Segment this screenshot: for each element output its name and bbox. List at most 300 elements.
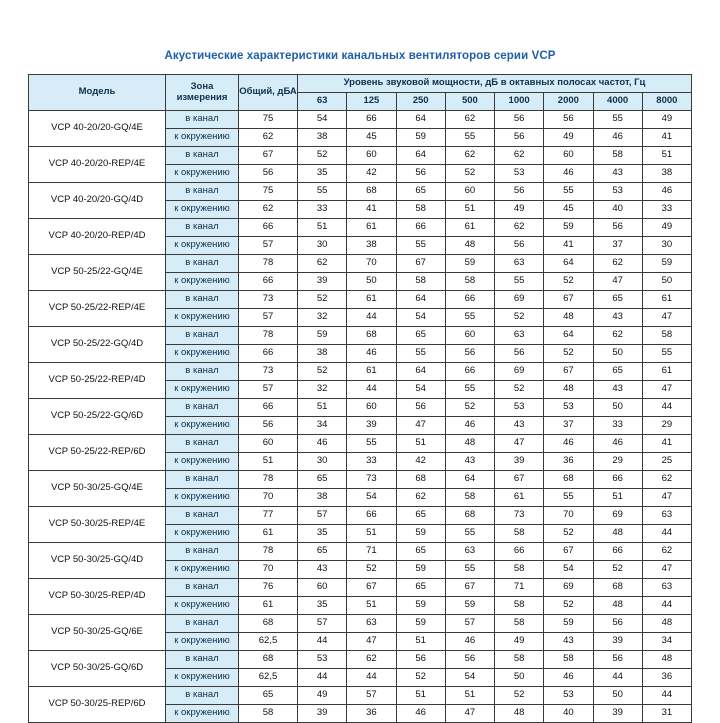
cell-zone: в канал: [166, 219, 239, 237]
cell-zone: в канал: [166, 687, 239, 705]
cell-band-500: 56: [445, 345, 494, 363]
cell-band-125: 50: [347, 273, 396, 291]
cell-band-63: 51: [298, 219, 347, 237]
cell-band-500: 62: [445, 111, 494, 129]
cell-zone: к окружению: [166, 417, 239, 435]
cell-band-8000: 29: [642, 417, 691, 435]
cell-band-63: 54: [298, 111, 347, 129]
cell-band-8000: 50: [642, 273, 691, 291]
page-title: Акустические характеристики канальных вентиляторов серии VCP: [164, 50, 556, 62]
cell-band-2000: 67: [544, 363, 593, 381]
cell-band-500: 67: [445, 579, 494, 597]
cell-band-500: 66: [445, 291, 494, 309]
cell-total-dba: 66: [239, 219, 298, 237]
cell-zone: к окружению: [166, 561, 239, 579]
cell-band-4000: 58: [593, 147, 642, 165]
cell-model: VCP 50-30/25-REP/6D: [29, 687, 166, 723]
cell-band-1000: 58: [495, 525, 544, 543]
cell-band-125: 44: [347, 309, 396, 327]
cell-total-dba: 65: [239, 687, 298, 705]
cell-band-250: 58: [396, 273, 445, 291]
cell-band-1000: 66: [495, 543, 544, 561]
cell-band-1000: 52: [495, 309, 544, 327]
cell-band-63: 30: [298, 237, 347, 255]
cell-band-8000: 47: [642, 309, 691, 327]
cell-band-4000: 50: [593, 345, 642, 363]
cell-total-dba: 68: [239, 615, 298, 633]
cell-band-8000: 33: [642, 201, 691, 219]
cell-band-63: 44: [298, 633, 347, 651]
cell-band-2000: 46: [544, 165, 593, 183]
cell-band-8000: 31: [642, 705, 691, 723]
cell-band-500: 52: [445, 165, 494, 183]
cell-zone: в канал: [166, 111, 239, 129]
cell-band-500: 59: [445, 255, 494, 273]
cell-band-125: 68: [347, 183, 396, 201]
cell-band-125: 55: [347, 435, 396, 453]
cell-band-500: 55: [445, 129, 494, 147]
table-row: [29, 291, 692, 309]
cell-model: VCP 50-30/25-REP/4E: [29, 507, 166, 543]
cell-band-63: 59: [298, 327, 347, 345]
cell-band-4000: 48: [593, 597, 642, 615]
cell-band-1000: 56: [495, 183, 544, 201]
cell-band-250: 56: [396, 651, 445, 669]
cell-band-4000: 62: [593, 327, 642, 345]
cell-band-63: 35: [298, 597, 347, 615]
cell-band-4000: 69: [593, 507, 642, 525]
cell-band-250: 56: [396, 165, 445, 183]
cell-band-250: 55: [396, 237, 445, 255]
cell-band-63: 65: [298, 543, 347, 561]
cell-band-2000: 60: [544, 147, 593, 165]
cell-band-500: 66: [445, 363, 494, 381]
table-row: [29, 651, 692, 669]
cell-band-2000: 46: [544, 435, 593, 453]
cell-zone: в канал: [166, 543, 239, 561]
column-header-model: Модель: [29, 75, 166, 111]
cell-model: VCP 50-30/25-REP/4D: [29, 579, 166, 615]
cell-total-dba: 75: [239, 111, 298, 129]
cell-band-63: 38: [298, 489, 347, 507]
cell-band-1000: 69: [495, 291, 544, 309]
cell-total-dba: 75: [239, 183, 298, 201]
cell-band-125: 63: [347, 615, 396, 633]
cell-band-250: 42: [396, 453, 445, 471]
cell-band-500: 43: [445, 453, 494, 471]
cell-band-63: 32: [298, 381, 347, 399]
cell-zone: в канал: [166, 507, 239, 525]
cell-total-dba: 62: [239, 129, 298, 147]
cell-band-2000: 45: [544, 201, 593, 219]
cell-total-dba: 78: [239, 327, 298, 345]
cell-band-4000: 48: [593, 525, 642, 543]
cell-band-63: 57: [298, 615, 347, 633]
cell-band-63: 38: [298, 345, 347, 363]
cell-band-250: 64: [396, 147, 445, 165]
cell-band-1000: 48: [495, 705, 544, 723]
cell-band-8000: 41: [642, 129, 691, 147]
cell-band-8000: 48: [642, 615, 691, 633]
cell-band-8000: 44: [642, 399, 691, 417]
cell-band-2000: 48: [544, 309, 593, 327]
table-row: [29, 615, 692, 633]
cell-band-63: 60: [298, 579, 347, 597]
cell-band-1000: 56: [495, 345, 544, 363]
cell-band-63: 38: [298, 129, 347, 147]
cell-band-2000: 64: [544, 255, 593, 273]
cell-band-8000: 61: [642, 363, 691, 381]
cell-band-2000: 53: [544, 687, 593, 705]
cell-band-8000: 38: [642, 165, 691, 183]
cell-band-2000: 55: [544, 183, 593, 201]
cell-band-125: 66: [347, 507, 396, 525]
cell-zone: к окружению: [166, 525, 239, 543]
cell-band-1000: 58: [495, 597, 544, 615]
cell-band-1000: 49: [495, 633, 544, 651]
cell-band-500: 51: [445, 687, 494, 705]
cell-band-1000: 43: [495, 417, 544, 435]
cell-zone: в канал: [166, 147, 239, 165]
cell-band-8000: 44: [642, 597, 691, 615]
cell-band-500: 62: [445, 147, 494, 165]
cell-band-8000: 62: [642, 471, 691, 489]
cell-band-500: 46: [445, 417, 494, 435]
cell-band-500: 60: [445, 183, 494, 201]
cell-total-dba: 57: [239, 381, 298, 399]
cell-band-4000: 47: [593, 273, 642, 291]
cell-band-250: 59: [396, 129, 445, 147]
cell-band-2000: 56: [544, 111, 593, 129]
cell-band-4000: 44: [593, 669, 642, 687]
cell-band-4000: 56: [593, 219, 642, 237]
cell-band-8000: 46: [642, 183, 691, 201]
cell-model: VCP 50-30/25-GQ/4E: [29, 471, 166, 507]
cell-band-63: 46: [298, 435, 347, 453]
cell-band-1000: 63: [495, 327, 544, 345]
cell-zone: в канал: [166, 579, 239, 597]
cell-band-250: 59: [396, 597, 445, 615]
column-header-band-1000: 1000: [495, 93, 544, 111]
cell-band-1000: 58: [495, 615, 544, 633]
cell-band-4000: 56: [593, 615, 642, 633]
cell-band-1000: 73: [495, 507, 544, 525]
cell-band-63: 51: [298, 399, 347, 417]
cell-zone: в канал: [166, 291, 239, 309]
column-header-zone: Зона измерения: [166, 75, 239, 111]
cell-band-2000: 69: [544, 579, 593, 597]
cell-total-dba: 62: [239, 201, 298, 219]
cell-band-500: 55: [445, 561, 494, 579]
table-head: [29, 75, 692, 111]
cell-band-250: 64: [396, 291, 445, 309]
cell-band-8000: 58: [642, 327, 691, 345]
cell-band-500: 54: [445, 669, 494, 687]
cell-band-500: 55: [445, 309, 494, 327]
cell-band-2000: 67: [544, 291, 593, 309]
cell-band-2000: 48: [544, 381, 593, 399]
table-row: [29, 327, 692, 345]
cell-band-125: 70: [347, 255, 396, 273]
cell-total-dba: 62,5: [239, 633, 298, 651]
cell-band-2000: 52: [544, 597, 593, 615]
cell-band-4000: 33: [593, 417, 642, 435]
cell-total-dba: 57: [239, 237, 298, 255]
cell-band-125: 66: [347, 111, 396, 129]
cell-band-8000: 47: [642, 561, 691, 579]
cell-zone: в канал: [166, 435, 239, 453]
cell-band-500: 55: [445, 381, 494, 399]
cell-model: VCP 50-30/25-GQ/6E: [29, 615, 166, 651]
cell-band-250: 65: [396, 579, 445, 597]
cell-band-4000: 40: [593, 201, 642, 219]
cell-band-250: 51: [396, 633, 445, 651]
cell-total-dba: 78: [239, 543, 298, 561]
cell-band-125: 45: [347, 129, 396, 147]
cell-band-8000: 25: [642, 453, 691, 471]
cell-band-1000: 53: [495, 165, 544, 183]
cell-zone: в канал: [166, 471, 239, 489]
cell-model: VCP 50-30/25-GQ/6D: [29, 651, 166, 687]
cell-band-2000: 64: [544, 327, 593, 345]
table-row: [29, 183, 692, 201]
cell-total-dba: 66: [239, 273, 298, 291]
cell-band-63: 35: [298, 525, 347, 543]
cell-band-125: 68: [347, 327, 396, 345]
cell-band-250: 54: [396, 309, 445, 327]
cell-band-8000: 63: [642, 507, 691, 525]
table-row: [29, 399, 692, 417]
cell-band-2000: 55: [544, 489, 593, 507]
table-row: [29, 687, 692, 705]
cell-band-4000: 43: [593, 309, 642, 327]
cell-total-dba: 56: [239, 165, 298, 183]
cell-band-125: 47: [347, 633, 396, 651]
cell-band-8000: 62: [642, 543, 691, 561]
cell-band-500: 58: [445, 273, 494, 291]
cell-band-1000: 67: [495, 471, 544, 489]
cell-band-1000: 52: [495, 381, 544, 399]
cell-zone: в канал: [166, 615, 239, 633]
cell-band-125: 54: [347, 489, 396, 507]
cell-band-250: 65: [396, 507, 445, 525]
cell-total-dba: 56: [239, 417, 298, 435]
cell-model: VCP 40-20/20-REP/4D: [29, 219, 166, 255]
cell-band-2000: 59: [544, 219, 593, 237]
table-row: [29, 471, 692, 489]
column-header-band-4000: 4000: [593, 93, 642, 111]
cell-band-250: 51: [396, 687, 445, 705]
cell-band-500: 46: [445, 633, 494, 651]
cell-total-dba: 76: [239, 579, 298, 597]
cell-band-4000: 56: [593, 651, 642, 669]
cell-band-2000: 52: [544, 273, 593, 291]
cell-band-8000: 59: [642, 255, 691, 273]
cell-band-250: 56: [396, 399, 445, 417]
cell-band-1000: 63: [495, 255, 544, 273]
cell-zone: к окружению: [166, 489, 239, 507]
cell-zone: в канал: [166, 183, 239, 201]
cell-model: VCP 50-25/22-GQ/6D: [29, 399, 166, 435]
cell-band-1000: 69: [495, 363, 544, 381]
cell-band-1000: 58: [495, 561, 544, 579]
cell-total-dba: 73: [239, 291, 298, 309]
cell-band-250: 58: [396, 201, 445, 219]
cell-zone: в канал: [166, 327, 239, 345]
cell-model: VCP 50-25/22-REP/4E: [29, 291, 166, 327]
cell-band-8000: 44: [642, 687, 691, 705]
cell-total-dba: 70: [239, 489, 298, 507]
cell-band-125: 60: [347, 399, 396, 417]
cell-band-63: 30: [298, 453, 347, 471]
cell-band-250: 64: [396, 111, 445, 129]
column-header-band-500: 500: [445, 93, 494, 111]
cell-band-1000: 56: [495, 237, 544, 255]
cell-band-63: 49: [298, 687, 347, 705]
cell-band-4000: 39: [593, 633, 642, 651]
cell-band-125: 71: [347, 543, 396, 561]
cell-band-8000: 49: [642, 111, 691, 129]
cell-band-1000: 61: [495, 489, 544, 507]
cell-total-dba: 61: [239, 597, 298, 615]
cell-band-500: 51: [445, 201, 494, 219]
cell-band-8000: 63: [642, 579, 691, 597]
cell-band-63: 39: [298, 705, 347, 723]
cell-band-500: 48: [445, 435, 494, 453]
cell-band-1000: 52: [495, 687, 544, 705]
cell-band-250: 68: [396, 471, 445, 489]
cell-band-2000: 49: [544, 129, 593, 147]
cell-band-2000: 37: [544, 417, 593, 435]
cell-band-4000: 66: [593, 471, 642, 489]
cell-model: VCP 50-25/22-GQ/4D: [29, 327, 166, 363]
cell-band-63: 53: [298, 651, 347, 669]
cell-band-250: 59: [396, 561, 445, 579]
cell-zone: к окружению: [166, 453, 239, 471]
cell-model: VCP 40-20/20-GQ/4D: [29, 183, 166, 219]
cell-band-63: 43: [298, 561, 347, 579]
cell-total-dba: 66: [239, 345, 298, 363]
cell-band-63: 52: [298, 363, 347, 381]
cell-band-4000: 46: [593, 435, 642, 453]
cell-band-250: 59: [396, 615, 445, 633]
cell-zone: к окружению: [166, 381, 239, 399]
cell-band-63: 52: [298, 291, 347, 309]
table-row: [29, 363, 692, 381]
cell-model: VCP 40-20/20-GQ/4E: [29, 111, 166, 147]
cell-band-63: 39: [298, 273, 347, 291]
table-row: [29, 255, 692, 273]
cell-band-250: 65: [396, 543, 445, 561]
cell-band-63: 32: [298, 309, 347, 327]
cell-band-4000: 50: [593, 399, 642, 417]
cell-band-250: 66: [396, 219, 445, 237]
cell-band-1000: 56: [495, 129, 544, 147]
cell-band-2000: 40: [544, 705, 593, 723]
cell-zone: к окружению: [166, 669, 239, 687]
cell-band-2000: 68: [544, 471, 593, 489]
cell-band-125: 62: [347, 651, 396, 669]
cell-band-125: 41: [347, 201, 396, 219]
cell-band-250: 47: [396, 417, 445, 435]
cell-band-250: 52: [396, 669, 445, 687]
cell-zone: к окружению: [166, 597, 239, 615]
cell-zone: в канал: [166, 363, 239, 381]
cell-band-125: 44: [347, 669, 396, 687]
column-header-band-125: 125: [347, 93, 396, 111]
cell-zone: в канал: [166, 399, 239, 417]
cell-band-2000: 36: [544, 453, 593, 471]
cell-band-63: 57: [298, 507, 347, 525]
column-header-total: Общий, дБА: [239, 75, 298, 111]
cell-band-2000: 59: [544, 615, 593, 633]
cell-band-8000: 30: [642, 237, 691, 255]
cell-total-dba: 77: [239, 507, 298, 525]
cell-band-500: 60: [445, 327, 494, 345]
cell-band-250: 62: [396, 489, 445, 507]
column-header-band-63: 63: [298, 93, 347, 111]
cell-zone: к окружению: [166, 633, 239, 651]
cell-band-4000: 51: [593, 489, 642, 507]
cell-band-250: 51: [396, 435, 445, 453]
cell-band-8000: 55: [642, 345, 691, 363]
cell-band-125: 36: [347, 705, 396, 723]
cell-band-125: 33: [347, 453, 396, 471]
cell-band-125: 46: [347, 345, 396, 363]
cell-band-250: 59: [396, 525, 445, 543]
cell-band-1000: 39: [495, 453, 544, 471]
cell-band-8000: 36: [642, 669, 691, 687]
cell-band-4000: 52: [593, 561, 642, 579]
cell-total-dba: 66: [239, 399, 298, 417]
cell-band-250: 65: [396, 327, 445, 345]
cell-band-1000: 49: [495, 201, 544, 219]
cell-band-2000: 43: [544, 633, 593, 651]
cell-band-8000: 47: [642, 489, 691, 507]
cell-band-8000: 61: [642, 291, 691, 309]
cell-band-500: 61: [445, 219, 494, 237]
cell-band-125: 51: [347, 525, 396, 543]
cell-band-500: 64: [445, 471, 494, 489]
table-body: [29, 111, 692, 723]
cell-band-4000: 50: [593, 687, 642, 705]
cell-band-63: 55: [298, 183, 347, 201]
cell-band-500: 63: [445, 543, 494, 561]
cell-band-500: 57: [445, 615, 494, 633]
cell-band-125: 52: [347, 561, 396, 579]
cell-band-125: 57: [347, 687, 396, 705]
cell-band-1000: 55: [495, 273, 544, 291]
cell-band-1000: 56: [495, 111, 544, 129]
cell-zone: к окружению: [166, 345, 239, 363]
cell-total-dba: 68: [239, 651, 298, 669]
cell-band-500: 52: [445, 399, 494, 417]
cell-zone: к окружению: [166, 237, 239, 255]
cell-band-63: 35: [298, 165, 347, 183]
cell-model: VCP 50-25/22-REP/4D: [29, 363, 166, 399]
cell-band-125: 73: [347, 471, 396, 489]
cell-band-250: 54: [396, 381, 445, 399]
cell-band-125: 44: [347, 381, 396, 399]
cell-band-1000: 62: [495, 219, 544, 237]
cell-band-1000: 58: [495, 651, 544, 669]
cell-band-8000: 51: [642, 147, 691, 165]
cell-zone: к окружению: [166, 273, 239, 291]
cell-total-dba: 60: [239, 435, 298, 453]
cell-band-250: 65: [396, 183, 445, 201]
cell-band-4000: 66: [593, 543, 642, 561]
table-row: [29, 435, 692, 453]
